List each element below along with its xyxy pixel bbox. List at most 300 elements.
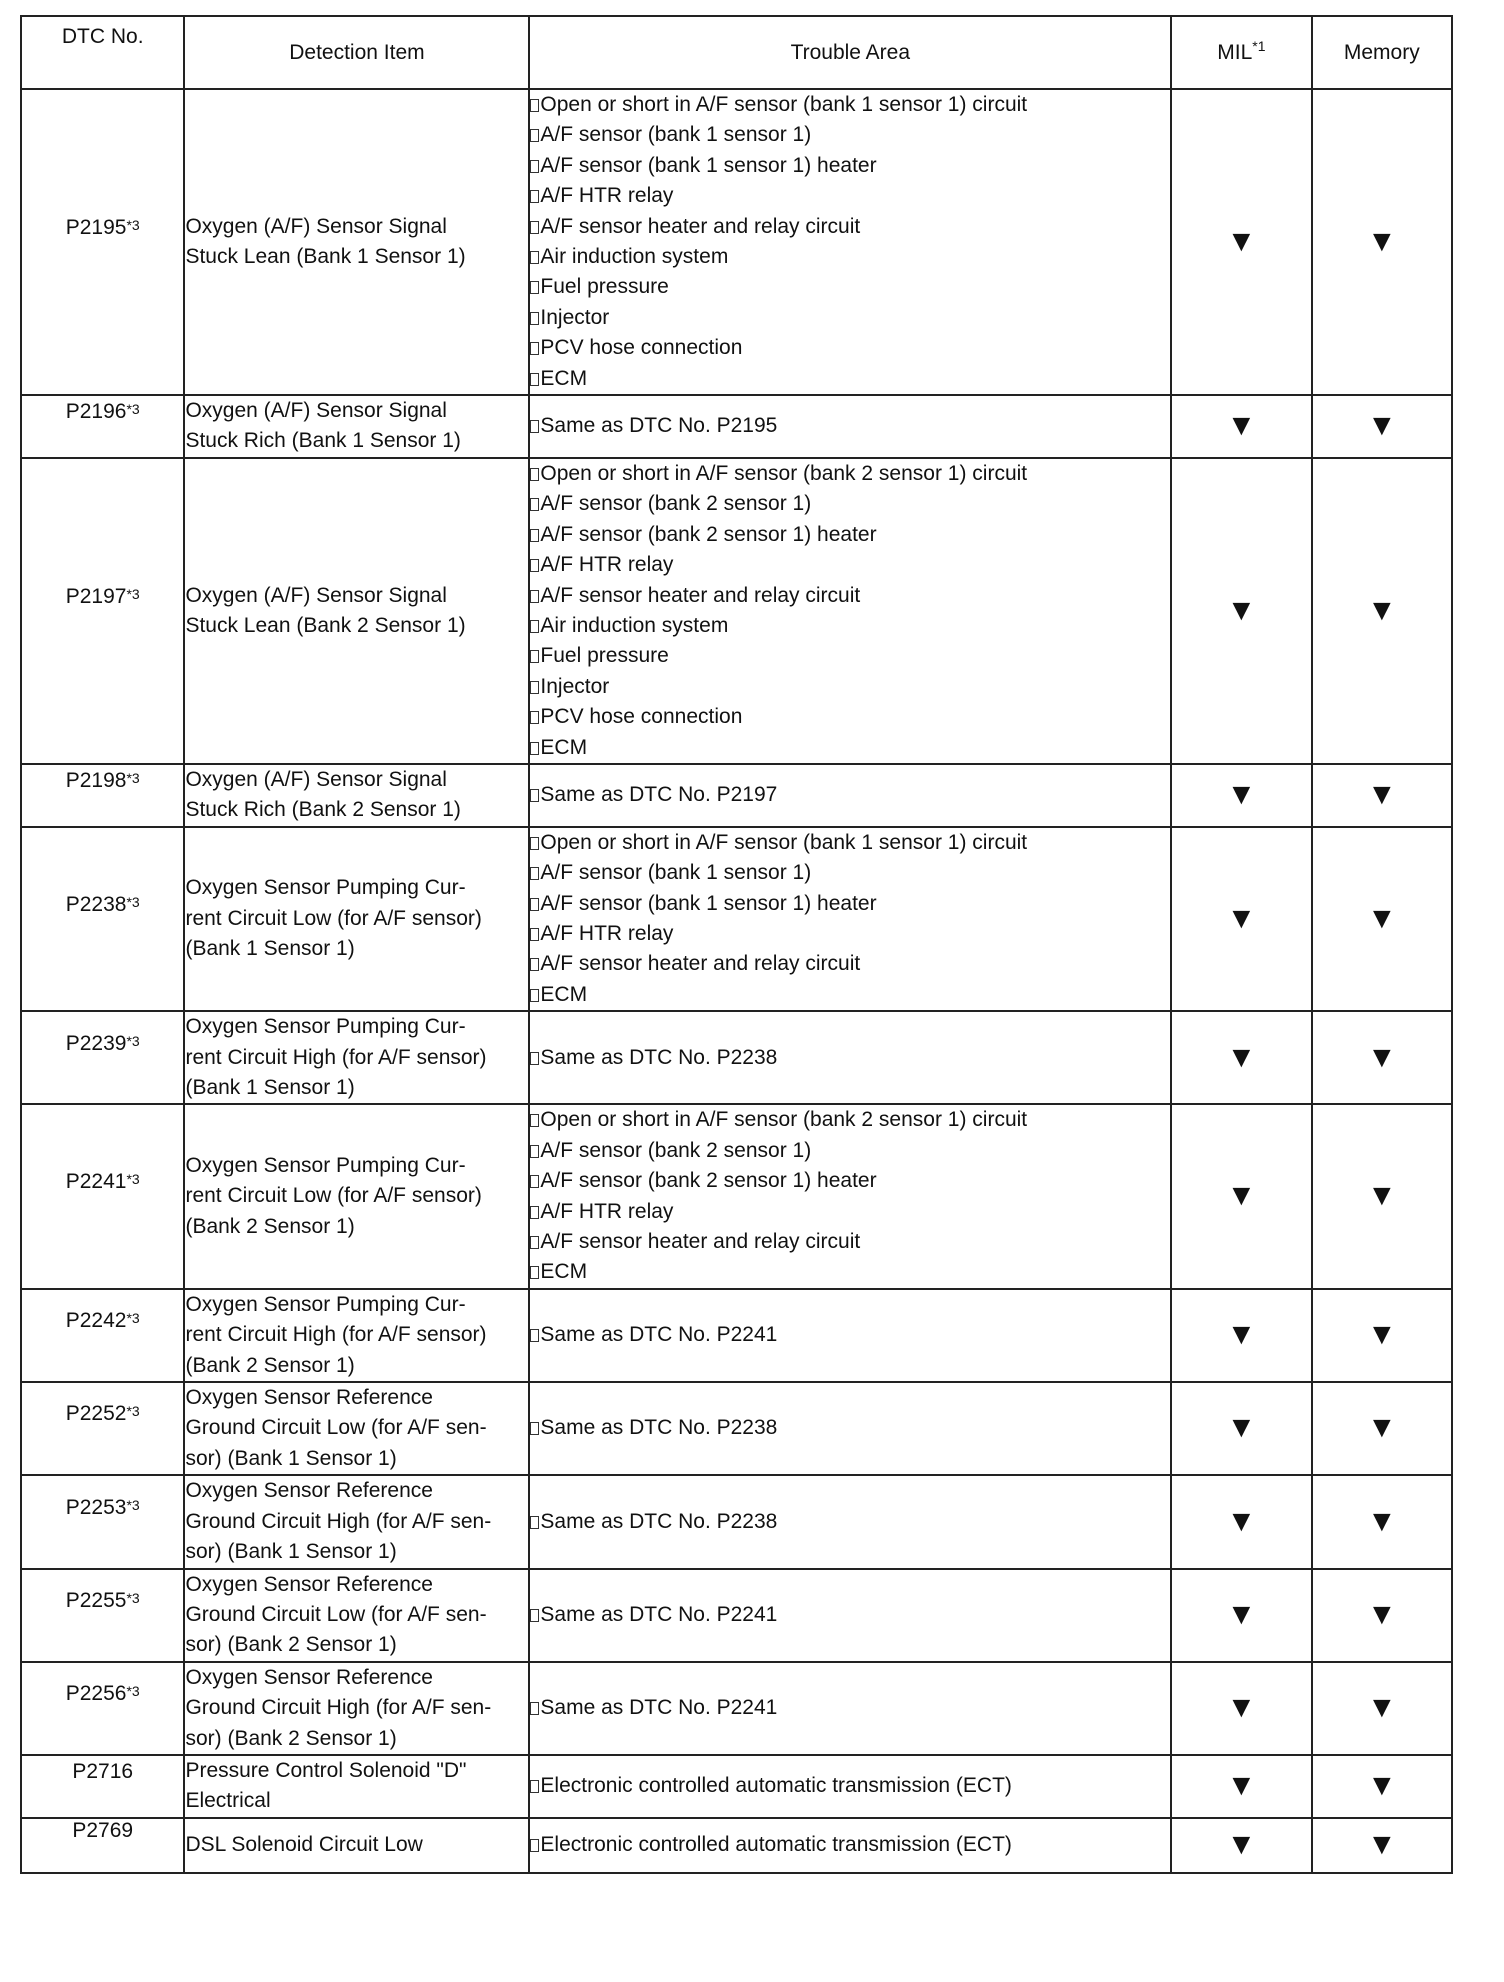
dtc-footnote: *3 [126,1032,140,1049]
trouble-area-text: Electronic controlled automatic transmission (ECT) [540,1833,1012,1857]
mil-mark [1171,1755,1311,1818]
trouble-area-text: A/F HTR relay [540,553,674,577]
memory-mark [1312,764,1452,827]
dtc-code-cell [21,764,184,827]
checkbox-bullet-icon [530,958,539,971]
triangle-down-icon: ▼ [1226,1828,1257,1862]
mil-mark [1171,827,1311,1011]
dtc-code-cell [21,1382,184,1475]
dtc-code-text: P2238 [65,892,127,916]
trouble-area-item [530,889,1170,919]
triangle-down-icon: ▼ [1366,901,1397,935]
dtc-footnote: *3 [126,1171,140,1188]
dtc-footnote: *3 [126,1683,140,1700]
header-mil: MIL$^{*1}$ [1171,16,1311,89]
trouble-area-item [530,1043,1170,1073]
mil-mark [1171,1569,1311,1662]
dtc-code-cell [21,1662,184,1755]
dtc-code-text: P2242 [65,1309,127,1333]
table-row [21,1755,1452,1818]
memory-mark [1312,1569,1452,1662]
mil-mark [1171,1662,1311,1755]
mil-mark [1171,764,1311,827]
detection-item-line: Oxygen Sensor Reference [185,1386,433,1410]
triangle-down-icon: ▼ [1226,1040,1257,1074]
checkbox-bullet-icon [530,529,539,542]
trouble-area-cell [529,89,1171,395]
detection-item-line: Stuck Lean (Bank 1 Sensor 1) [185,245,466,269]
detection-item-cell [184,1818,529,1873]
triangle-down-icon: ▼ [1366,1691,1397,1725]
detection-item-line: Oxygen (A/F) Sensor Signal [185,399,447,423]
dtc-code-cell [21,395,184,458]
checkbox-bullet-icon [530,1329,539,1342]
table-row [21,1818,1452,1873]
trouble-area-text: A/F sensor (bank 2 sensor 1) heater [540,522,877,546]
memory-mark [1312,458,1452,764]
trouble-area-item [530,212,1170,242]
trouble-area-cell [529,1104,1171,1288]
dtc-code-text: P2195 [65,215,127,239]
trouble-area-text: Open or short in A/F sensor (bank 1 sensor 1) circuit [540,830,1028,854]
trouble-area-text: ECM [540,366,588,390]
mil-mark [1171,1382,1311,1475]
trouble-area-item [530,1227,1170,1257]
memory-mark [1312,1662,1452,1755]
trouble-area-item [530,364,1170,394]
trouble-area-item [530,550,1170,580]
checkbox-bullet-icon [530,1266,539,1279]
checkbox-bullet-icon [530,1206,539,1219]
checkbox-bullet-icon [530,1422,539,1435]
detection-item-line: Electrical [185,1789,271,1813]
checkbox-bullet-icon [530,867,539,880]
trouble-area-item [530,1771,1170,1801]
detection-item-line: rent Circuit High (for A/F sensor) [185,1045,487,1069]
detection-item-line: Pressure Control Solenoid "D" [185,1758,467,1782]
trouble-area-text: PCV hose connection [540,336,743,360]
trouble-area-item [530,581,1170,611]
trouble-area-item [530,1257,1170,1287]
triangle-down-icon: ▼ [1226,1318,1257,1352]
trouble-area-cell [529,764,1171,827]
header-trouble-area: Trouble Area [529,16,1171,89]
dtc-code-text: P2256 [65,1682,127,1706]
header-memory: Memory [1312,16,1452,89]
trouble-area-text: Same as DTC No. P2238 [540,1045,778,1069]
dtc-code-text: P2198 [65,769,127,793]
dtc-code-text: P2253 [65,1495,127,1519]
trouble-area-item [530,181,1170,211]
checkbox-bullet-icon [530,190,539,203]
trouble-area-text: A/F sensor heater and relay circuit [540,1230,861,1254]
trouble-area-item [530,242,1170,272]
trouble-area-text: ECM [540,982,588,1006]
memory-mark [1312,89,1452,395]
checkbox-bullet-icon [530,1516,539,1529]
dtc-code [66,1032,140,1055]
checkbox-bullet-icon [530,590,539,603]
memory-mark [1312,1755,1452,1818]
trouble-area-text: A/F sensor (bank 1 sensor 1) [540,123,812,147]
checkbox-bullet-icon [530,1145,539,1158]
table-row [21,1289,1452,1382]
checkbox-bullet-icon [530,789,539,802]
trouble-area-item [530,828,1170,858]
detection-item-line: (Bank 1 Sensor 1) [185,1076,355,1099]
trouble-area-text: PCV hose connection [540,705,743,729]
detection-item-line: sor) (Bank 1 Sensor 1) [185,1540,397,1564]
checkbox-bullet-icon [530,373,539,386]
dtc-code [72,1760,133,1783]
dtc-footnote: *3 [126,1403,140,1420]
detection-item-cell [184,764,529,827]
memory-mark [1312,1818,1452,1873]
trouble-area-item [530,1105,1170,1135]
trouble-area-item [530,333,1170,363]
trouble-area-text: A/F HTR relay [540,184,674,208]
triangle-down-icon: ▼ [1226,1179,1257,1213]
trouble-area-text: Open or short in A/F sensor (bank 2 sensor 1) circuit [540,1108,1028,1132]
detection-item-line: rent Circuit Low (for A/F sensor) [185,906,482,930]
dtc-code-cell [21,1818,184,1873]
trouble-area-cell [529,1818,1171,1873]
detection-item-cell [184,1755,529,1818]
detection-item-line: (Bank 2 Sensor 1) [185,1353,355,1377]
trouble-area-text: Air induction system [540,613,729,637]
dtc-code-text: P2241 [65,1170,127,1194]
detection-item-cell [184,1662,529,1755]
detection-item-cell [184,1569,529,1662]
checkbox-bullet-icon [530,99,539,112]
trouble-area-item [530,1136,1170,1166]
triangle-down-icon: ▼ [1226,1411,1257,1445]
dtc-code [66,585,140,608]
detection-item-line: Ground Circuit High (for A/F sen- [185,1509,492,1533]
trouble-area-item [530,858,1170,888]
trouble-area-item [530,1693,1170,1723]
triangle-down-icon: ▼ [1226,1504,1257,1538]
table-row [21,458,1452,764]
trouble-area-text: A/F sensor heater and relay circuit [540,214,861,238]
dtc-code [66,1589,140,1612]
detection-item-line: Oxygen (A/F) Sensor Signal [185,767,447,791]
trouble-area-cell [529,827,1171,1011]
triangle-down-icon: ▼ [1226,593,1257,627]
trouble-area-item [530,611,1170,641]
dtc-code [66,1682,140,1705]
trouble-area-item [530,272,1170,302]
trouble-area-text: Injector [540,674,610,698]
dtc-code [66,216,140,239]
triangle-down-icon: ▼ [1226,409,1257,443]
trouble-area-item [530,151,1170,181]
dtc-code [66,400,140,423]
dtc-code [66,1309,140,1332]
detection-item-line: Oxygen Sensor Reference [185,1479,433,1503]
trouble-area-text: A/F HTR relay [540,1199,674,1223]
detection-item-line: Oxygen (A/F) Sensor Signal [185,214,447,238]
dtc-code-cell [21,458,184,764]
detection-item-cell [184,1011,529,1104]
triangle-down-icon: ▼ [1226,901,1257,935]
triangle-down-icon: ▼ [1226,1597,1257,1631]
triangle-down-icon: ▼ [1366,1597,1397,1631]
checkbox-bullet-icon [530,1609,539,1622]
memory-mark [1312,1104,1452,1288]
trouble-area-text: Same as DTC No. P2195 [540,414,778,438]
detection-item-line: Stuck Lean (Bank 2 Sensor 1) [185,613,466,637]
memory-mark [1312,1475,1452,1568]
triangle-down-icon: ▼ [1366,1769,1397,1803]
detection-item-line: Oxygen Sensor Pumping Cur- [185,876,466,900]
mil-mark [1171,458,1311,764]
trouble-area-item [530,1197,1170,1227]
checkbox-bullet-icon [530,1236,539,1249]
table-row [21,1569,1452,1662]
triangle-down-icon: ▼ [1366,1318,1397,1352]
trouble-area-text: Same as DTC No. P2238 [540,1509,778,1533]
dtc-footnote: *3 [126,770,140,787]
trouble-area-item [530,90,1170,120]
trouble-area-cell [529,1755,1171,1818]
trouble-area-text: ECM [540,1260,588,1284]
dtc-code [66,1402,140,1425]
detection-item-cell [184,1382,529,1475]
table-row [21,1475,1452,1568]
dtc-footnote: *3 [126,401,140,418]
dtc-code-cell [21,1104,184,1288]
trouble-area-text: A/F sensor heater and relay circuit [540,583,861,607]
triangle-down-icon: ▼ [1366,778,1397,812]
trouble-area-text: Same as DTC No. P2197 [540,783,778,807]
checkbox-bullet-icon [530,160,539,173]
detection-item-line: Oxygen Sensor Reference [185,1572,433,1596]
dtc-code-text: P2197 [65,584,127,608]
triangle-down-icon: ▼ [1226,778,1257,812]
trouble-area-item [530,489,1170,519]
dtc-footnote: *3 [126,585,140,602]
trouble-area-text: Same as DTC No. P2241 [540,1696,778,1720]
memory-mark [1312,1011,1452,1104]
trouble-area-item [530,120,1170,150]
table-row [21,764,1452,827]
checkbox-bullet-icon [530,837,539,850]
trouble-area-text: A/F sensor (bank 2 sensor 1) heater [540,1169,877,1193]
table-row [21,89,1452,395]
memory-mark [1312,1382,1452,1475]
dtc-code-cell [21,1289,184,1382]
dtc-footnote: *3 [126,893,140,910]
checkbox-bullet-icon [530,1839,539,1852]
trouble-area-text: Injector [540,305,610,329]
detection-item-line: Ground Circuit Low (for A/F sen- [185,1416,487,1440]
trouble-area-item [530,303,1170,333]
trouble-area-text: Same as DTC No. P2238 [540,1416,778,1440]
detection-item-line: Ground Circuit High (for A/F sen- [185,1696,492,1720]
trouble-area-text: A/F sensor (bank 2 sensor 1) [540,492,812,516]
trouble-area-text: A/F sensor (bank 1 sensor 1) heater [540,891,877,915]
trouble-area-text: Fuel pressure [540,275,669,299]
trouble-area-text: A/F HTR relay [540,921,674,945]
memory-mark [1312,395,1452,458]
dtc-footnote: *3 [126,216,140,233]
trouble-area-text: Same as DTC No. P2241 [540,1602,778,1626]
triangle-down-icon: ▼ [1366,593,1397,627]
trouble-area-cell [529,458,1171,764]
detection-item-line: Ground Circuit Low (for A/F sen- [185,1602,487,1626]
detection-item-line: rent Circuit High (for A/F sensor) [185,1323,487,1347]
detection-item-line: Stuck Rich (Bank 2 Sensor 1) [185,798,461,822]
checkbox-bullet-icon [530,129,539,142]
checkbox-bullet-icon [530,281,539,294]
checkbox-bullet-icon [530,742,539,755]
trouble-area-text: Open or short in A/F sensor (bank 1 sensor 1) circuit [540,93,1028,116]
dtc-code-text: P2252 [65,1402,127,1426]
dtc-code-cell [21,827,184,1011]
checkbox-bullet-icon [530,650,539,663]
trouble-area-text: Electronic controlled automatic transmission (ECT) [540,1774,1012,1798]
trouble-area-item [530,411,1170,441]
trouble-area-item [530,1166,1170,1196]
trouble-area-cell [529,1475,1171,1568]
trouble-area-text: Fuel pressure [540,644,669,668]
detection-item-line: Oxygen Sensor Reference [185,1665,433,1689]
triangle-down-icon: ▼ [1366,409,1397,443]
trouble-area-item [530,459,1170,489]
trouble-area-cell [529,395,1171,458]
table-row [21,1104,1452,1288]
memory-mark [1312,827,1452,1011]
trouble-area-item [530,520,1170,550]
detection-item-line: Oxygen Sensor Pumping Cur- [185,1015,466,1039]
detection-item-cell [184,89,529,395]
dtc-footnote: *3 [126,1496,140,1513]
checkbox-bullet-icon [530,498,539,511]
detection-item-cell [184,1104,529,1288]
trouble-area-cell [529,1382,1171,1475]
header-detection-item: Detection Item [184,16,529,89]
dtc-code-cell [21,89,184,395]
trouble-area-item [530,641,1170,671]
detection-item-line: sor) (Bank 1 Sensor 1) [185,1446,397,1470]
checkbox-bullet-icon [530,468,539,481]
detection-item-line: Stuck Rich (Bank 1 Sensor 1) [185,429,461,453]
dtc-table [20,15,1453,1874]
checkbox-bullet-icon [530,1052,539,1065]
triangle-down-icon: ▼ [1366,224,1397,258]
dtc-code [66,1170,140,1193]
detection-item-line: Oxygen (A/F) Sensor Signal [185,583,447,607]
detection-item-cell [184,1289,529,1382]
triangle-down-icon: ▼ [1366,1504,1397,1538]
checkbox-bullet-icon [530,1702,539,1715]
dtc-code-cell [21,1569,184,1662]
mil-mark [1171,1475,1311,1568]
dtc-code-text: P2255 [65,1588,127,1612]
trouble-area-cell [529,1662,1171,1755]
mil-mark [1171,89,1311,395]
detection-item-line: Oxygen Sensor Pumping Cur- [185,1154,466,1178]
mil-footnote: *1 [1252,37,1266,54]
mil-mark [1171,1011,1311,1104]
detection-item-cell [184,458,529,764]
triangle-down-icon: ▼ [1226,224,1257,258]
triangle-down-icon: ▼ [1366,1179,1397,1213]
mil-mark [1171,1818,1311,1873]
detection-item-line: sor) (Bank 2 Sensor 1) [185,1726,397,1750]
table-row [21,1011,1452,1104]
trouble-area-cell [529,1569,1171,1662]
triangle-down-icon: ▼ [1366,1828,1397,1862]
trouble-area-item [530,919,1170,949]
trouble-area-text: A/F sensor (bank 1 sensor 1) heater [540,153,877,177]
dtc-footnote: *3 [126,1310,140,1327]
detection-item-line: rent Circuit Low (for A/F sensor) [185,1184,482,1208]
trouble-area-item [530,780,1170,810]
trouble-area-cell [529,1289,1171,1382]
dtc-code [66,769,140,792]
triangle-down-icon: ▼ [1226,1769,1257,1803]
trouble-area-text: Open or short in A/F sensor (bank 2 sensor 1) circuit [540,461,1028,485]
dtc-rows [21,89,1452,1873]
header-row [21,16,1452,89]
detection-item-line: Oxygen Sensor Pumping Cur- [185,1292,466,1316]
dtc-code-cell [21,1011,184,1104]
detection-item-line: sor) (Bank 2 Sensor 1) [185,1633,397,1657]
trouble-area-item [530,1600,1170,1630]
checkbox-bullet-icon [530,312,539,325]
memory-mark [1312,1289,1452,1382]
mil-mark [1171,1104,1311,1288]
trouble-area-item [530,672,1170,702]
trouble-area-text: A/F sensor (bank 2 sensor 1) [540,1138,812,1162]
trouble-area-text: A/F sensor heater and relay circuit [540,952,861,976]
dtc-code-text: P2196 [65,400,127,424]
table-row [21,1382,1452,1475]
triangle-down-icon: ▼ [1366,1040,1397,1074]
table-row [21,1662,1452,1755]
trouble-area-cell [529,1011,1171,1104]
detection-item-cell [184,1475,529,1568]
header-dtc-no: DTC No. [21,16,184,89]
dtc-code-text: P2716 [72,1760,134,1784]
checkbox-bullet-icon [530,1175,539,1188]
dtc-code-text: P2239 [65,1031,127,1055]
checkbox-bullet-icon [530,620,539,633]
trouble-area-item [530,1320,1170,1350]
checkbox-bullet-icon [530,420,539,433]
dtc-code-cell [21,1755,184,1818]
dtc-code-cell [21,1475,184,1568]
mil-mark [1171,395,1311,458]
triangle-down-icon: ▼ [1226,1691,1257,1725]
trouble-area-item [530,1830,1170,1860]
mil-mark [1171,1289,1311,1382]
trouble-area-text: A/F sensor (bank 1 sensor 1) [540,861,812,885]
checkbox-bullet-icon [530,681,539,694]
dtc-code [66,893,140,916]
trouble-area-item [530,949,1170,979]
trouble-area-item [530,733,1170,763]
triangle-down-icon: ▼ [1366,1411,1397,1445]
checkbox-bullet-icon [530,559,539,572]
trouble-area-item [530,1413,1170,1443]
detection-item-cell [184,827,529,1011]
detection-item-line: (Bank 2 Sensor 1) [185,1214,355,1238]
checkbox-bullet-icon [530,928,539,941]
trouble-area-text: Same as DTC No. P2241 [540,1323,778,1347]
